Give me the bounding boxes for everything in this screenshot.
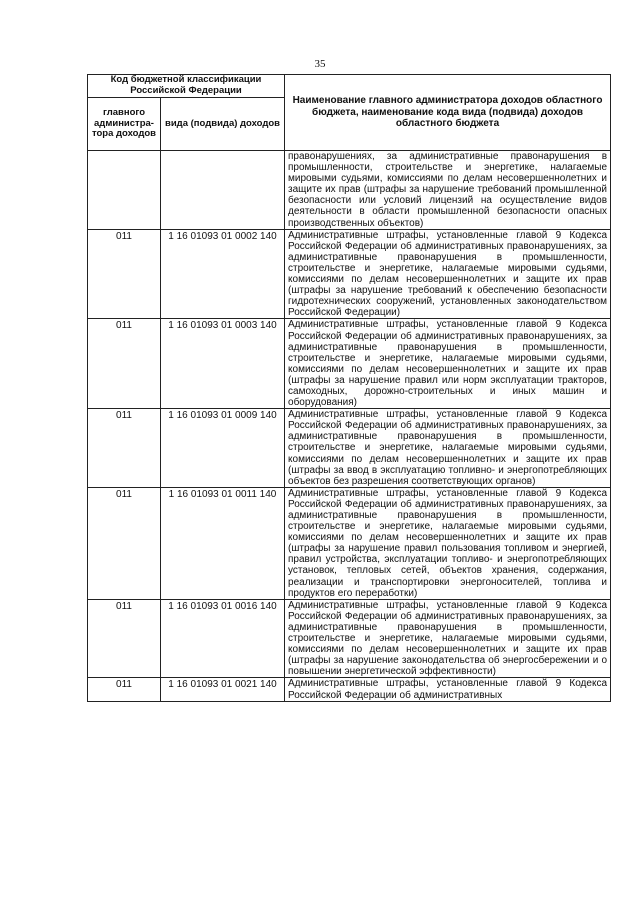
admin-code-cell: 011 [88, 599, 161, 678]
revenue-code-cell [161, 151, 285, 230]
revenue-code-cell: 1 16 01093 01 0021 140 [161, 678, 285, 701]
header-type-column: вида (подвида) доходов [161, 98, 285, 151]
table-row [88, 409, 611, 488]
budget-classification-table [87, 74, 611, 702]
description-cell: Административные штрафы, установленные главой 9 Кодекса Российской Федерации об административных правонарушениях, за административные правонарушения в промышленности, строительстве и энергетике, налагаемые мировыми судьями, комиссиями по делам несовершеннолетних и защите их прав (штрафы за нарушение правил пользования топливом и энергией, правил устройства, эксплуатации топливо- и энергопотребляющих установок, тепловых сетей, объектов хранения, содержания, реализации и транспортировки энергоносителей, топлива и продуктов его переработки) [285, 487, 611, 599]
admin-code-cell: 011 [88, 409, 161, 488]
header-admin-column: главного администра-тора доходов [88, 98, 161, 151]
revenue-code-cell: 1 16 01093 01 0011 140 [161, 487, 285, 599]
admin-code-cell: 011 [88, 319, 161, 409]
revenue-code-cell: 1 16 01093 01 0016 140 [161, 599, 285, 678]
description-cell: Административные штрафы, установленные главой 9 Кодекса Российской Федерации об административных [285, 678, 611, 701]
description-cell: Административные штрафы, установленные главой 9 Кодекса Российской Федерации об административных правонарушениях, за административные правонарушения в промышленности, строительстве и энергетике, налагаемые мировыми судьями, комиссиями по делам несовершеннолетних и защите их прав (штрафы за нарушение законодательства об энергосбережении и о повышении энергетической эффективности) [285, 599, 611, 678]
table-row [88, 487, 611, 599]
table-header-row [88, 75, 611, 98]
page-number: 35 [314, 58, 326, 70]
admin-code-cell: 011 [88, 487, 161, 599]
revenue-code-cell: 1 16 01093 01 0009 140 [161, 409, 285, 488]
description-cell: Административные штрафы, установленные главой 9 Кодекса Российской Федерации об административных правонарушениях, за административные правонарушения в промышленности, строительстве и энергетике, налагаемые мировыми судьями, комиссиями по делам несовершеннолетних и защите их прав (штрафы за нарушение требований к обеспечению безопасности гидротехнических сооружений, установленных законодательством Российской Федерации) [285, 229, 611, 319]
table-row [88, 151, 611, 230]
table-row [88, 319, 611, 409]
revenue-code-cell: 1 16 01093 01 0003 140 [161, 319, 285, 409]
header-group-title: Код бюджетной классификации Российской Федерации [88, 75, 285, 98]
admin-code-cell: 011 [88, 229, 161, 319]
description-cell: Административные штрафы, установленные главой 9 Кодекса Российской Федерации об административных правонарушениях, за административные правонарушения в промышленности, строительстве и энергетике, налагаемые мировыми судьями, комиссиями по делам несовершеннолетних и защите их прав (штрафы за нарушение правил или норм эксплуатации тракторов, самоходных, дорожно-строительных и иных машин и оборудования) [285, 319, 611, 409]
admin-code-cell [88, 151, 161, 230]
table-row [88, 678, 611, 701]
admin-code-cell: 011 [88, 678, 161, 701]
revenue-code-cell: 1 16 01093 01 0002 140 [161, 229, 285, 319]
table-row [88, 599, 611, 678]
table-row [88, 229, 611, 319]
header-name-column: Наименование главного администратора доходов областного бюджета, наименование кода вида (подвида) доходов областного бюджета [285, 75, 611, 151]
description-cell: Административные штрафы, установленные главой 9 Кодекса Российской Федерации об административных правонарушениях, за административные правонарушения в промышленности, строительстве и энергетике, налагаемые мировыми судьями, комиссиями по делам несовершеннолетних и защите их прав (штрафы за ввод в эксплуатацию топливно- и энергопотребляющих объектов без разрешения соответствующих органов) [285, 409, 611, 488]
description-cell: правонарушениях, за административные правонарушения в промышленности, строительстве и энергетике, налагаемые мировыми судьями, комиссиями по делам несовершеннолетних и защите их прав (штрафы за нарушение требований промышленной безопасности или условий лицензий на осуществление видов деятельности в области промышленной безопасности опасных производственных объектов) [285, 151, 611, 230]
